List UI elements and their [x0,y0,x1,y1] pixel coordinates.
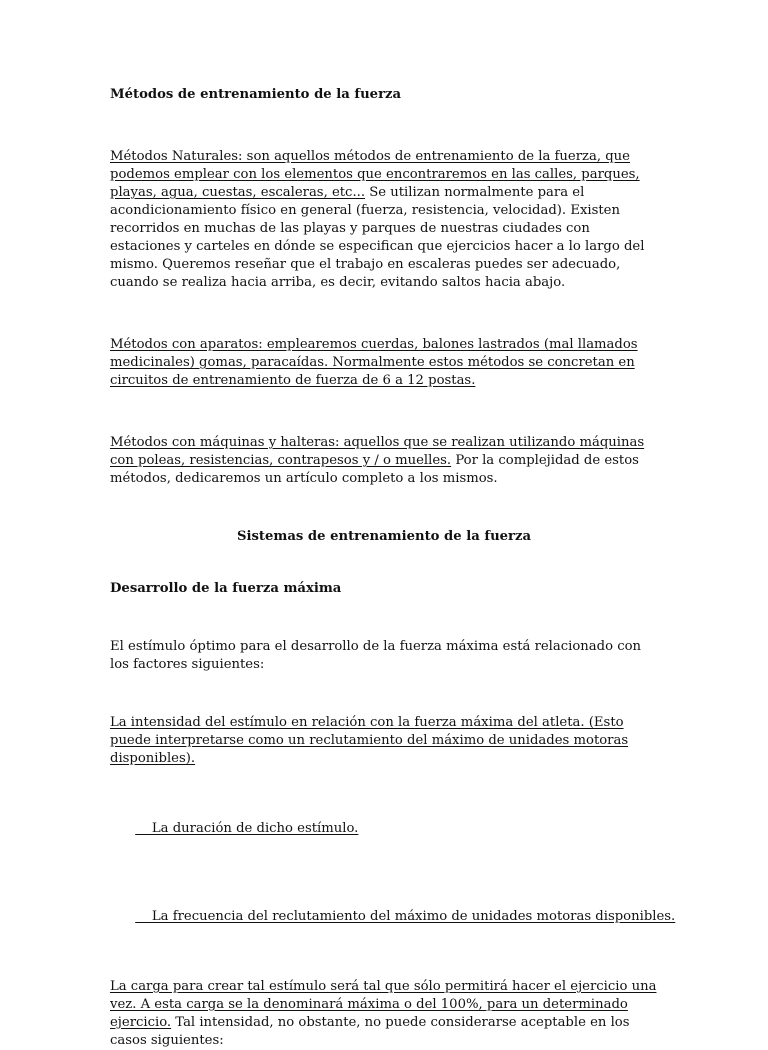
section-title: Sistemas de entrenamiento de la fuerza [236,529,532,544]
paragraph-metodos-con-aparatos [110,336,658,390]
paragraph-underlined-text: La carga para crear tal estímulo será tal que sólo permitirá hacer el ejercicio una vez. A esta carga se la denominará máxima o del 100%, para un determinado ejercicio. [110,979,657,1030]
paragraph-underlined-text: Métodos con aparatos: emplearemos cuerdas, balones lastrados (mal llamados medicinales) gomas, paracaídas. Normalmente estos métodos se concretan en circuitos de entrenamiento de fuerza de 6 a 12 postas. [110,337,638,388]
spacer [110,292,658,336]
spacer [110,104,658,148]
paragraph-underlined-text: La intensidad del estímulo en relación con la fuerza máxima del atleta. (Esto puede interpretarse como un reclutamiento del máximo de unidades motoras disponibles). [110,715,629,766]
paragraph-metodos-con-maquinas [110,434,658,488]
spacer [110,390,658,434]
paragraph-underlined-text: La duración de dicho estímulo. [135,821,359,836]
list-item-intensidad [110,714,658,768]
paragraph-metodos-naturales [110,148,658,292]
paragraph-text: El estímulo óptimo para el desarrollo de la fuerza máxima está relacionado con los factores siguientes: [110,639,642,672]
spacer [110,944,658,978]
document-body [110,86,676,1050]
spacer [110,768,658,802]
spacer [110,598,658,638]
spacer [110,674,658,714]
paragraph-text: Por la complejidad de estos métodos, dedicaremos un artículo completo a los mismos. [110,453,639,486]
spacer [110,546,658,580]
document-title: Métodos de entrenamiento de la fuerza [110,87,402,102]
subheading: Desarrollo de la fuerza máxima [110,581,342,596]
paragraph-text: Se utilizan normalmente para el acondicionamiento físico en general (fuerza, resistencia, velocidad). Existen recorridos en muchas de las playas y parques de nuestras ciudades con estaciones y carteles en dónde se especifican que ejercicios hacer a lo largo del mismo. Queremos reseñar que el trabajo en escaleras puedes ser adecuado, cuando se realiza hacia arriba, es decir, evitando saltos hacia abajo. [110,185,645,290]
paragraph-underlined-text: La frecuencia del reclutamiento del máximo de unidades motoras disponibles. [135,909,676,924]
spacer [110,488,658,528]
paragraph-estimulo-optimo [110,638,658,674]
spacer [110,856,658,890]
paragraph-underlined-text: Métodos Naturales: son aquellos métodos de entrenamiento de la fuerza, que podemos emplear con los elementos que encontraremos en las calles, parques, playas, agua, cuestas, escaleras, etc... [110,149,640,200]
paragraph-text: Tal intensidad, no obstante, no puede considerarse aceptable en los casos siguientes: [110,1015,630,1048]
paragraph-carga [110,978,658,1050]
list-item-frecuencia [110,890,676,944]
paragraph-underlined-text: Métodos con máquinas y halteras: aquellos que se realizan utilizando máquinas con poleas, resistencias, contrapesos y / o muelles. [110,435,645,468]
list-item-duracion [110,802,658,856]
